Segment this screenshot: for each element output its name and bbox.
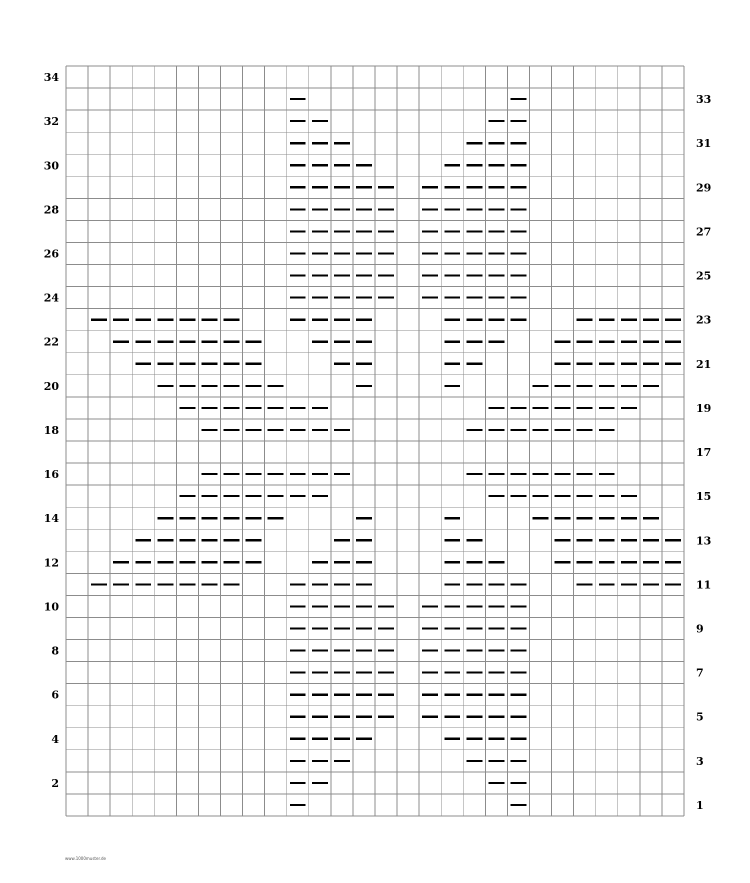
row-number-label: 15 [696,490,712,504]
row-number-label: 5 [696,710,704,724]
stitch-marks [91,99,681,805]
row-number-label: 3 [696,754,704,768]
chart-grid [66,66,684,816]
row-number-label: 2 [51,776,59,790]
row-number-label: 28 [43,203,59,217]
row-number-label: 30 [43,159,59,173]
row-number-label: 12 [43,556,59,570]
row-number-label: 26 [43,247,59,261]
row-number-label: 9 [696,622,704,636]
row-number-label: 13 [696,534,712,548]
row-number-label: 34 [43,71,59,85]
row-number-label: 4 [51,732,59,746]
right-row-numbers [696,93,711,812]
row-number-label: 1 [696,798,704,812]
row-number-label: 18 [43,423,59,437]
left-row-numbers [44,71,60,790]
row-number-label: 29 [696,181,712,195]
row-number-label: 17 [696,446,712,460]
row-number-label: 22 [43,335,59,349]
row-number-label: 31 [696,137,712,151]
row-number-label: 14 [43,512,59,526]
row-number-label: 10 [43,600,59,614]
row-number-label: 33 [696,93,712,107]
row-number-label: 11 [696,578,712,592]
row-number-label: 6 [51,688,59,702]
row-number-label: 32 [43,115,59,129]
row-number-label: 21 [696,357,712,371]
row-number-label: 19 [696,401,712,415]
row-number-label: 24 [43,291,59,305]
row-number-label: 23 [696,313,712,327]
row-number-label: 27 [696,225,712,239]
footer-credit: www.1000muster.de [65,856,106,861]
row-number-label: 8 [51,644,59,658]
row-number-label: 25 [696,269,712,283]
row-number-label: 20 [43,379,59,393]
row-number-label: 16 [43,468,59,482]
row-number-label: 7 [696,666,704,680]
